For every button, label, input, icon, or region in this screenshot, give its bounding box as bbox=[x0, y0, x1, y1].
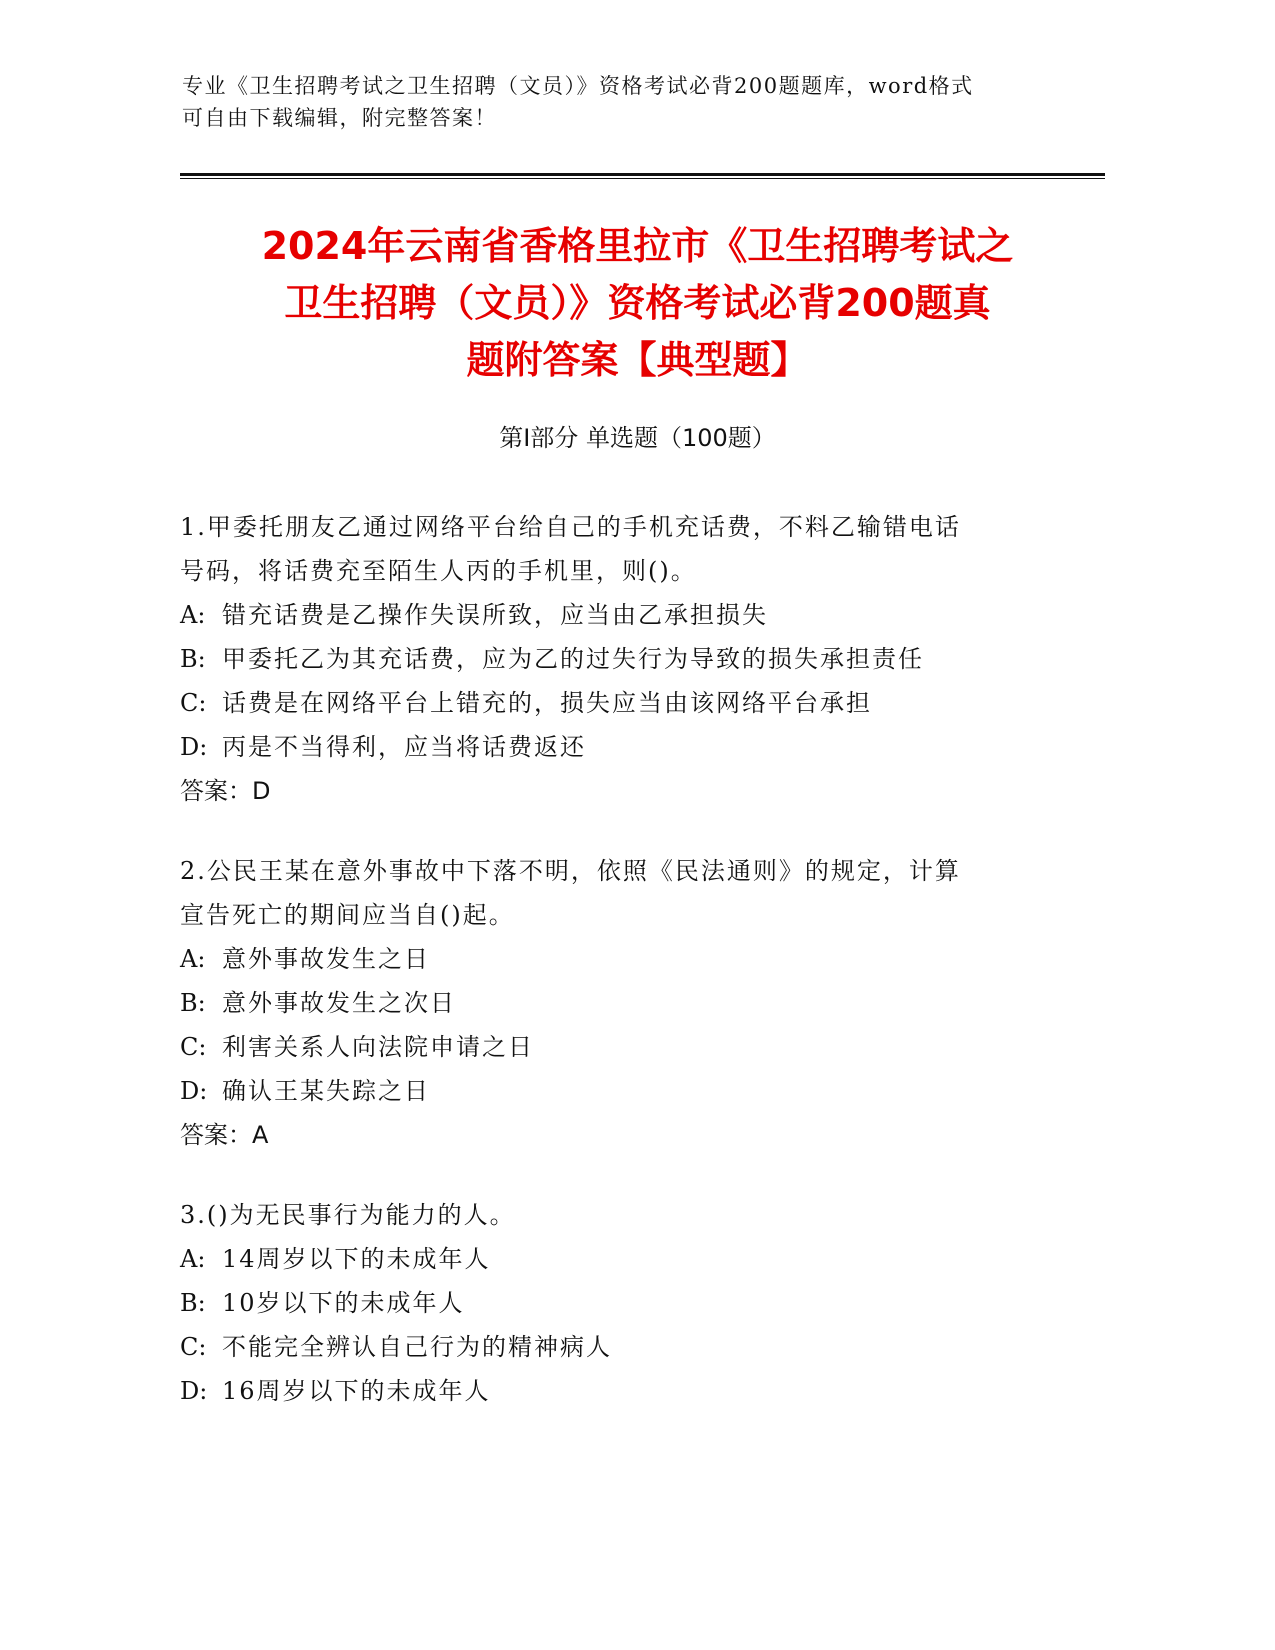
option-label: B: bbox=[180, 1289, 206, 1317]
option-label: A: bbox=[180, 945, 206, 973]
question-stem bbox=[180, 505, 1040, 593]
option-text: 14周岁以下的未成年人 bbox=[222, 1245, 491, 1273]
option-label: B: bbox=[180, 645, 206, 673]
option-text: 16周岁以下的未成年人 bbox=[222, 1377, 491, 1405]
option-text: 确认王某失踪之日 bbox=[222, 1077, 430, 1105]
option-d bbox=[180, 1369, 1040, 1413]
option-text: 利害关系人向法院申请之日 bbox=[222, 1033, 534, 1061]
question-stem-line: 宣告死亡的期间应当自()起。 bbox=[180, 901, 515, 929]
option-c bbox=[180, 1325, 1040, 1369]
question-1 bbox=[180, 505, 1040, 813]
option-label: C: bbox=[180, 1333, 207, 1361]
option-c bbox=[180, 681, 1040, 725]
title-line-1: 2024年云南省香格里拉市《卫生招聘考试之 bbox=[261, 224, 1014, 268]
answer-line: 答案：A bbox=[180, 1121, 269, 1149]
option-b bbox=[180, 981, 1040, 1025]
option-label: C: bbox=[180, 1033, 207, 1061]
document-header bbox=[182, 70, 1082, 134]
question-stem-line: 1.甲委托朋友乙通过网络平台给自己的手机充话费，不料乙输错电话 bbox=[180, 513, 961, 541]
option-label: D: bbox=[180, 1077, 208, 1105]
question-list bbox=[180, 505, 1040, 1449]
option-text: 10岁以下的未成年人 bbox=[222, 1289, 465, 1317]
answer-line: 答案：D bbox=[180, 777, 271, 805]
option-text: 丙是不当得利，应当将话费返还 bbox=[222, 733, 586, 761]
question-stem bbox=[180, 849, 1040, 937]
option-text: 甲委托乙为其充话费，应为乙的过失行为导致的损失承担责任 bbox=[222, 645, 924, 673]
option-label: D: bbox=[180, 1377, 208, 1405]
option-c bbox=[180, 1025, 1040, 1069]
option-label: B: bbox=[180, 989, 206, 1017]
title-line-3: 题附答案【典型题】 bbox=[466, 338, 809, 382]
option-text: 话费是在网络平台上错充的，损失应当由该网络平台承担 bbox=[222, 689, 872, 717]
header-rule-thin bbox=[180, 178, 1105, 179]
header-line-1: 专业《卫生招聘考试之卫生招聘（文员）》资格考试必背200题题库，word格式 bbox=[182, 74, 974, 98]
option-label: A: bbox=[180, 1245, 206, 1273]
question-stem-line: 2.公民王某在意外事故中下落不明，依照《民法通则》的规定，计算 bbox=[180, 857, 961, 885]
option-a bbox=[180, 593, 1040, 637]
option-text: 错充话费是乙操作失误所致，应当由乙承担损失 bbox=[222, 601, 768, 629]
option-a bbox=[180, 937, 1040, 981]
option-label: C: bbox=[180, 689, 207, 717]
question-3 bbox=[180, 1193, 1040, 1413]
option-text: 不能完全辨认自己行为的精神病人 bbox=[222, 1333, 612, 1361]
header-rule-thick bbox=[180, 173, 1105, 176]
page-title bbox=[140, 218, 1135, 389]
option-b bbox=[180, 1281, 1040, 1325]
section-heading: 第Ⅰ部分 单选题（100题） bbox=[499, 424, 776, 452]
option-d bbox=[180, 725, 1040, 769]
option-a bbox=[180, 1237, 1040, 1281]
option-d bbox=[180, 1069, 1040, 1113]
option-b bbox=[180, 637, 1040, 681]
option-text: 意外事故发生之日 bbox=[222, 945, 430, 973]
title-line-2: 卫生招聘（文员）》资格考试必背200题真 bbox=[284, 281, 991, 325]
header-line-2: 可自由下载编辑，附完整答案！ bbox=[182, 106, 497, 130]
option-text: 意外事故发生之次日 bbox=[222, 989, 456, 1017]
question-2 bbox=[180, 849, 1040, 1157]
option-label: D: bbox=[180, 733, 208, 761]
question-stem bbox=[180, 1193, 1040, 1237]
question-stem-line: 号码，将话费充至陌生人丙的手机里，则()。 bbox=[180, 557, 697, 585]
option-label: A: bbox=[180, 601, 206, 629]
question-stem-line: 3.()为无民事行为能力的人。 bbox=[180, 1201, 516, 1229]
